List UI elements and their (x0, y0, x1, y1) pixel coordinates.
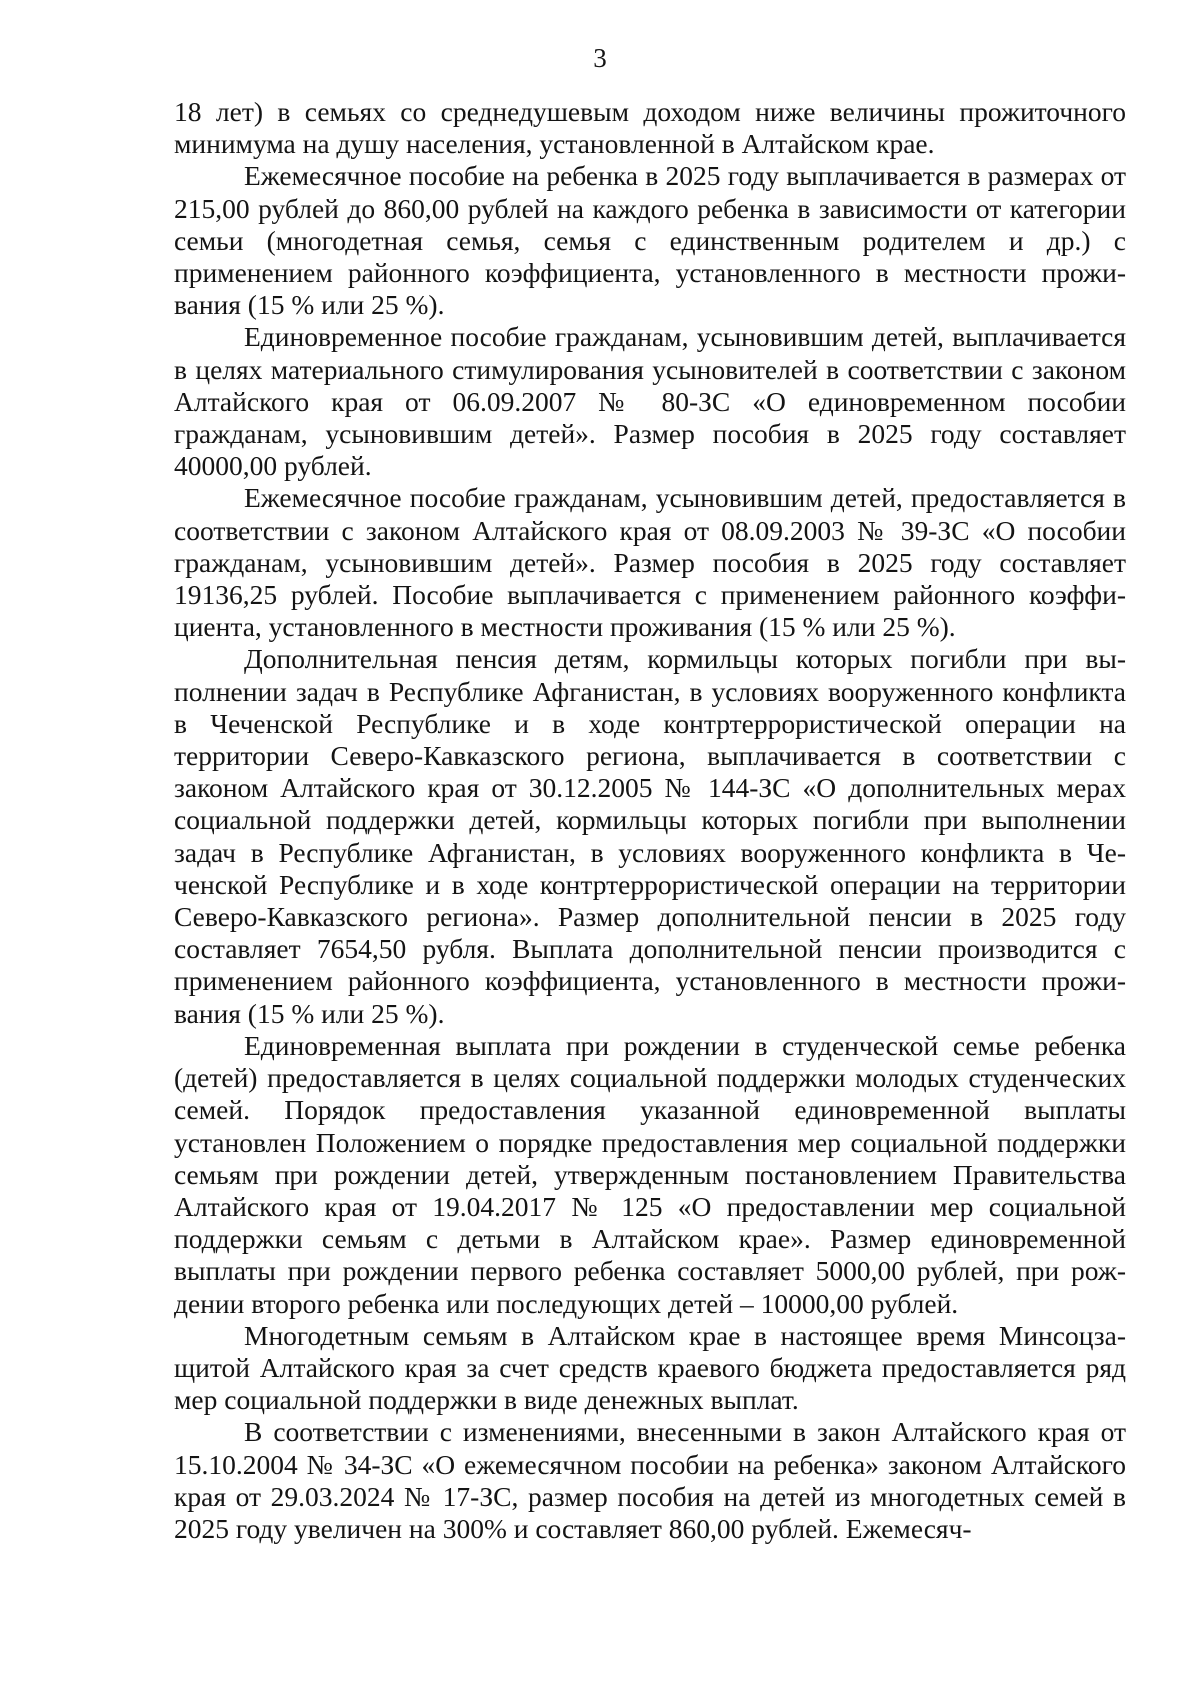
page-number: 3 (593, 43, 607, 73)
paragraph-monthly-child-benefit: Ежемесячное пособие на ребенка в 2025 году выплачивается в размерах от 215,00 рублей до 860,00 рублей на каждого ребенка в зависимости от категории семьи (многодетная семья, семья с единственным родителем и др.) с применением районного коэффициента, установленного в местности проживания (15 % или 25 %). (174, 160, 1126, 321)
paragraph-large-families: Многодетным семьям в Алтайском крае в настоящее время Минсоцзащитой Алтайского края за счет средств краевого бюджета предоставляется ряд мер социальной поддержки в виде денежных выплат. (174, 1319, 1126, 1416)
paragraph-student-family-payment: Единовременная выплата при рождении в студенческой семье ребенка (детей) предоставляется в целях социальной поддержки молодых студенческих семей. Порядок предоставления указанной единовременной выплаты установлен Положением о порядке предоставления мер социальной поддержки семьям при рождении детей, утвержденным постановлением Правительства Алтайского края от 19.04.2017 № 125 «О предоставлении мер социальной поддержки семьям с детьми в Алтайском крае». Размер единовременной выплаты при рождении первого ребенка составляет 5000,00 рублей, при рождении второго ребенка или последующих детей – 10000,00 рублей. (174, 1029, 1126, 1319)
document-body (174, 96, 1126, 1545)
paragraph-continuation: 18 лет) в семьях со среднедушевым доходом ниже величины прожиточного минимума на душу населения, установленной в Алтайском крае. (174, 96, 1126, 160)
paragraph-law-amendments: В соответствии с изменениями, внесенными в закон Алтайского края от 15.10.2004 № 34-ЗС «О ежемесячном пособии на ребенка» законом Алтайского края от 29.03.2024 № 17-ЗС, размер пособия на детей из многодетных семей в 2025 году увеличен на 300% и составляет 860,00 рублей. Ежемесяч- (174, 1416, 1126, 1544)
paragraph-one-time-adoption-benefit: Единовременное пособие гражданам, усыновившим детей, выплачивается в целях материального стимулирования усыновителей в соответствии с законом Алтайского края от 06.09.2007 № 80-ЗС «О единовременном пособии гражданам, усыновившим детей». Размер пособия в 2025 году составляет 40000,00 рублей. (174, 321, 1126, 482)
paragraph-monthly-adoption-benefit: Ежемесячное пособие гражданам, усыновившим детей, предоставляется в соответствии с законом Алтайского края от 08.09.2003 № 39-ЗС «О пособии гражданам, усыновившим детей». Размер пособия в 2025 году составляет 19136,25 рублей. Пособие выплачивается с применением районного коэффициента, установленного в местности проживания (15 % или 25 %). (174, 482, 1126, 643)
paragraph-additional-pension: Дополнительная пенсия детям, кормильцы которых погибли при выполнении задач в Республике Афганистан, в условиях вооруженного конфликта в Чеченской Республике и в ходе контртеррористической операции на территории Северо-Кавказского региона, выплачивается в соответствии с законом Алтайского края от 30.12.2005 № 144-ЗС «О дополнительных мерах социальной поддержки детей, кормильцы которых погибли при выполнении задач в Республике Афганистан, в условиях вооруженного конфликта в Чеченской Республике и в ходе контртеррористической операции на территории Северо-Кавказского региона». Размер дополнительной пенсии в 2025 году составляет 7654,50 рубля. Выплата дополнительной пенсии производится с применением районного коэффициента, установленного в местности проживания (15 % или 25 %). (174, 643, 1126, 1029)
